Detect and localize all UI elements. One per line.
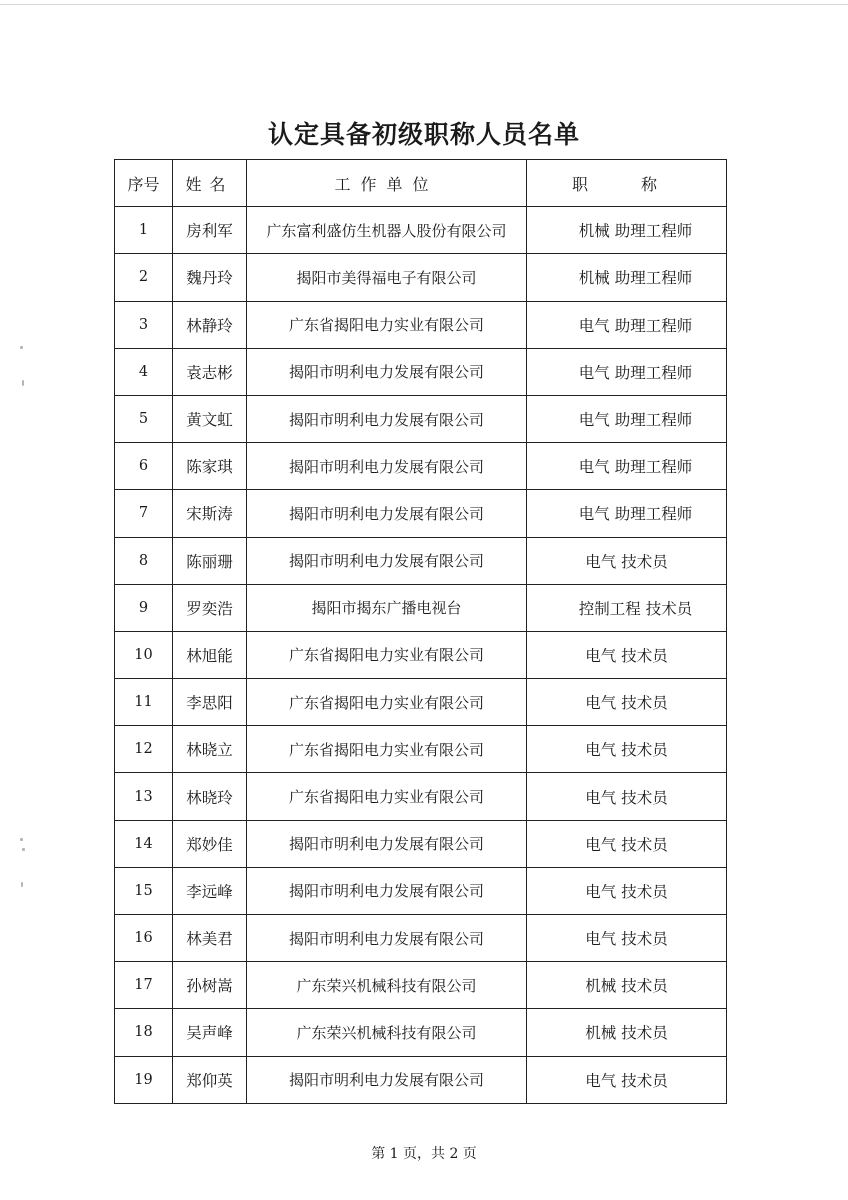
table-body	[115, 207, 727, 1104]
row-number: 18	[115, 1009, 173, 1056]
row-company: 广东省揭阳电力实业有限公司	[247, 301, 527, 348]
row-name: 黄文虹	[173, 395, 247, 442]
table-row	[115, 1009, 727, 1056]
row-company: 广东省揭阳电力实业有限公司	[247, 773, 527, 820]
row-number: 3	[115, 301, 173, 348]
row-title: 控制工程 技术员	[527, 584, 727, 631]
row-name: 林美君	[173, 915, 247, 962]
table-row	[115, 773, 727, 820]
row-title: 电气 技术员	[527, 915, 727, 962]
document-title: 认定具备初级职称人员名单	[267, 120, 580, 149]
row-name: 陈家琪	[173, 443, 247, 490]
table-row	[115, 537, 727, 584]
scan-speck	[21, 882, 23, 887]
table-row	[115, 1056, 727, 1103]
row-company: 广东荣兴机械科技有限公司	[247, 1009, 527, 1056]
row-title: 机械 技术员	[527, 962, 727, 1009]
row-number: 6	[115, 443, 173, 490]
row-name: 李远峰	[173, 867, 247, 914]
roster-table	[114, 159, 727, 1104]
table-row	[115, 395, 727, 442]
row-name: 李思阳	[173, 679, 247, 726]
row-title: 电气 技术员	[527, 820, 727, 867]
row-title: 电气 助理工程师	[527, 395, 727, 442]
row-name: 房利军	[173, 207, 247, 254]
table-row	[115, 301, 727, 348]
table-row	[115, 490, 727, 537]
row-name: 罗奕浩	[173, 584, 247, 631]
row-title: 电气 技术员	[527, 867, 727, 914]
row-number: 7	[115, 490, 173, 537]
row-company: 广东富利盛仿生机器人股份有限公司	[247, 207, 527, 254]
row-company: 揭阳市揭东广播电视台	[247, 584, 527, 631]
row-company: 广东省揭阳电力实业有限公司	[247, 726, 527, 773]
header-name: 姓名	[173, 160, 247, 207]
row-name: 魏丹玲	[173, 254, 247, 301]
row-name: 吴声峰	[173, 1009, 247, 1056]
scan-speck	[20, 838, 23, 841]
row-number: 1	[115, 207, 173, 254]
row-title: 电气 技术员	[527, 1056, 727, 1103]
row-title: 机械 助理工程师	[527, 254, 727, 301]
row-company: 广东省揭阳电力实业有限公司	[247, 679, 527, 726]
row-name: 陈丽珊	[173, 537, 247, 584]
row-company: 揭阳市明利电力发展有限公司	[247, 443, 527, 490]
row-number: 15	[115, 867, 173, 914]
row-company: 广东荣兴机械科技有限公司	[247, 962, 527, 1009]
table-row	[115, 915, 727, 962]
row-title: 电气 技术员	[527, 679, 727, 726]
row-number: 4	[115, 348, 173, 395]
row-number: 5	[115, 395, 173, 442]
row-title: 机械 助理工程师	[527, 207, 727, 254]
row-number: 16	[115, 915, 173, 962]
row-title: 电气 技术员	[527, 726, 727, 773]
row-title: 电气 助理工程师	[527, 348, 727, 395]
header-title: 职 称	[527, 160, 727, 207]
row-company: 揭阳市明利电力发展有限公司	[247, 867, 527, 914]
table-row	[115, 443, 727, 490]
header-no: 序号	[115, 160, 173, 207]
row-name: 林晓立	[173, 726, 247, 773]
scan-speck	[22, 380, 24, 386]
row-name: 孙树嵩	[173, 962, 247, 1009]
row-number: 12	[115, 726, 173, 773]
row-number: 13	[115, 773, 173, 820]
row-number: 17	[115, 962, 173, 1009]
row-company: 揭阳市明利电力发展有限公司	[247, 915, 527, 962]
table-row	[115, 254, 727, 301]
row-name: 林晓玲	[173, 773, 247, 820]
row-name: 宋斯涛	[173, 490, 247, 537]
table-row	[115, 584, 727, 631]
row-company: 揭阳市明利电力发展有限公司	[247, 537, 527, 584]
row-number: 11	[115, 679, 173, 726]
row-name: 郑妙佳	[173, 820, 247, 867]
table-row	[115, 962, 727, 1009]
row-company: 揭阳市明利电力发展有限公司	[247, 348, 527, 395]
row-company: 揭阳市明利电力发展有限公司	[247, 820, 527, 867]
row-name: 林旭能	[173, 631, 247, 678]
row-number: 19	[115, 1056, 173, 1103]
row-company: 揭阳市明利电力发展有限公司	[247, 395, 527, 442]
row-number: 10	[115, 631, 173, 678]
table-row	[115, 207, 727, 254]
scan-edge-line	[0, 4, 848, 5]
row-title: 电气 技术员	[527, 537, 727, 584]
row-title: 电气 助理工程师	[527, 301, 727, 348]
row-company: 揭阳市明利电力发展有限公司	[247, 490, 527, 537]
row-name: 林静玲	[173, 301, 247, 348]
row-title: 电气 技术员	[527, 631, 727, 678]
row-company: 揭阳市明利电力发展有限公司	[247, 1056, 527, 1103]
table-row	[115, 867, 727, 914]
table-row	[115, 726, 727, 773]
row-number: 8	[115, 537, 173, 584]
table-row	[115, 679, 727, 726]
scan-speck	[22, 848, 25, 851]
row-company: 广东省揭阳电力实业有限公司	[247, 631, 527, 678]
row-number: 9	[115, 584, 173, 631]
table-row	[115, 631, 727, 678]
page-footer: 第 1 页，共 2 页	[371, 1146, 477, 1162]
row-number: 14	[115, 820, 173, 867]
row-number: 2	[115, 254, 173, 301]
row-name: 袁志彬	[173, 348, 247, 395]
row-name: 郑仰英	[173, 1056, 247, 1103]
table-header-row	[115, 160, 727, 207]
row-title: 电气 助理工程师	[527, 490, 727, 537]
row-company: 揭阳市美得福电子有限公司	[247, 254, 527, 301]
header-company: 工作单位	[247, 160, 527, 207]
scan-speck	[20, 346, 23, 349]
row-title: 电气 技术员	[527, 773, 727, 820]
table-row	[115, 820, 727, 867]
table-row	[115, 348, 727, 395]
row-title: 电气 助理工程师	[527, 443, 727, 490]
row-title: 机械 技术员	[527, 1009, 727, 1056]
